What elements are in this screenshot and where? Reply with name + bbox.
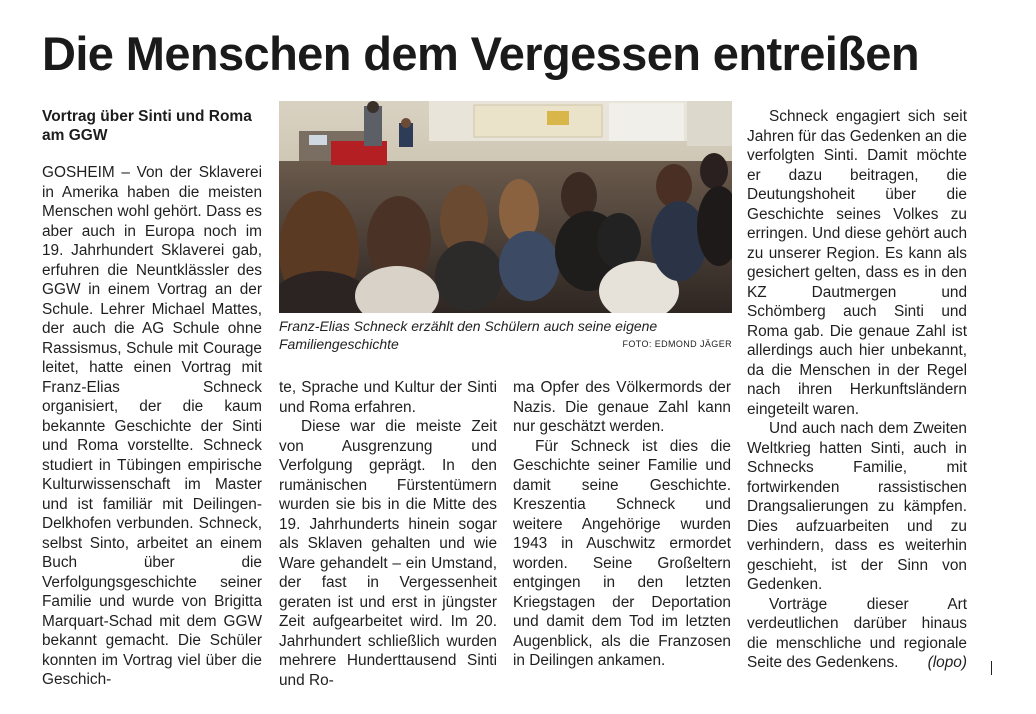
photo-caption	[279, 317, 732, 353]
paragraph-text: Vorträge dieser Art verdeutlichen darüber hinaus die menschliche und regionale Seite des Gedenkens.	[747, 595, 967, 671]
subheadline: Vortrag über Sinti und Roma am GGW	[42, 108, 252, 144]
photo-credit: FOTO: EDMOND JÄGER	[622, 339, 732, 349]
margin-mark	[991, 661, 992, 675]
paragraph: ma Opfer des Völkermords der Nazis. Die genaue Zahl kann nur geschätzt werden.	[513, 379, 731, 435]
classroom-photo-illustration	[279, 101, 732, 313]
article-column-3	[513, 378, 731, 671]
caption-text: Franz-Elias Schneck erzählt den Schülern auch seine eigene Familiengeschichte	[279, 318, 658, 352]
article-column-2	[279, 378, 497, 690]
article-column-1	[42, 163, 262, 690]
article-column-4	[747, 107, 967, 673]
article-photo	[279, 101, 732, 313]
paragraph: GOSHEIM – Von der Sklaverei in Amerika haben die meisten Menschen wohl gehört. Dass es aber auch in Europa noch im 19. Jahrhundert Sklaverei gab, erfuhren die Neuntklässler des GGW in einem Vortrag an der Schule. Lehrer Michael Mattes, der auch die AG Schule ohne Rassismus, Schule mit Courage leitet, hatte einen Vortrag mit Franz-Elias Schneck organisiert, der die kaum bekannte Geschichte der Sinti und Roma vorstellte. Schneck studiert in Tübingen empirische Kulturwissenschaft im Master und ist familiär mit Deilingen-Delkhofen verbunden. Schneck, selbst Sinto, arbeitet an einem Buch über die Verfolgungsgeschichte seiner Familie und wurde von Brigitta Marquart-Schad mit dem GGW bekannt gemacht. Die Schüler konnten im Vortrag viel über die Geschich-	[42, 164, 262, 688]
paragraph: te, Sprache und Kultur der Sinti und Roma erfahren.	[279, 379, 497, 416]
paragraph	[747, 595, 967, 673]
paragraph: Schneck engagiert sich seit Jahren für das Gedenken an die verfolgten Sinti. Damit möchte er dazu beitragen, die Deutungshoheit über die Geschichte seines Volkes zu erringen. Und diese gehört auch zu unserer Region. Es kann als gesichert gelten, dass es in den KZ Dautmergen und Schömberg auch Sinti und Roma gab. Die genaue Zahl ist allerdings auch hier unbekannt, da die Menschen in der Regel nach ihren Herkunftsländern eingeteilt waren.	[747, 108, 967, 418]
paragraph: Für Schneck ist dies die Geschichte seiner Familie und damit seine Geschichte. Kreszentia Schneck und weitere Angehörige wurden 1943 in Auschwitz ermordet worden. Seine Großeltern entgingen in den letzten Kriegstagen der Deportation und damit dem Tod im letzten Augenblick, als die Franzosen in Deilingen ankamen.	[513, 437, 731, 669]
author-signature: (lopo)	[927, 654, 967, 671]
paragraph: Und auch nach dem Zweiten Weltkrieg hatten Sinti, auch in Schnecks Familie, mit fortwirkenden rassistischen Drangsalierungen zu kämpfen. Dies aufzuarbeiten und zu verhindern, dass es weiterhin geschieht, ist der Sinn von Gedenken.	[747, 420, 967, 593]
headline: Die Menschen dem Vergessen entreißen	[42, 27, 919, 80]
paragraph: Diese war die meiste Zeit von Ausgrenzung und Verfolgung geprägt. In den rumänischen Fürstentümern wurden sie bis in die Mitte des 19. Jahrhunderts hinein sogar als Sklaven gehalten und wie Ware gehandelt – ein Umstand, der fast in Vergessenheit geraten ist und erst in jüngster Zeit aufgearbeitet wird. Im 20. Jahrhundert schließlich wurden mehrere Hunderttausend Sinti und Ro-	[279, 418, 497, 689]
